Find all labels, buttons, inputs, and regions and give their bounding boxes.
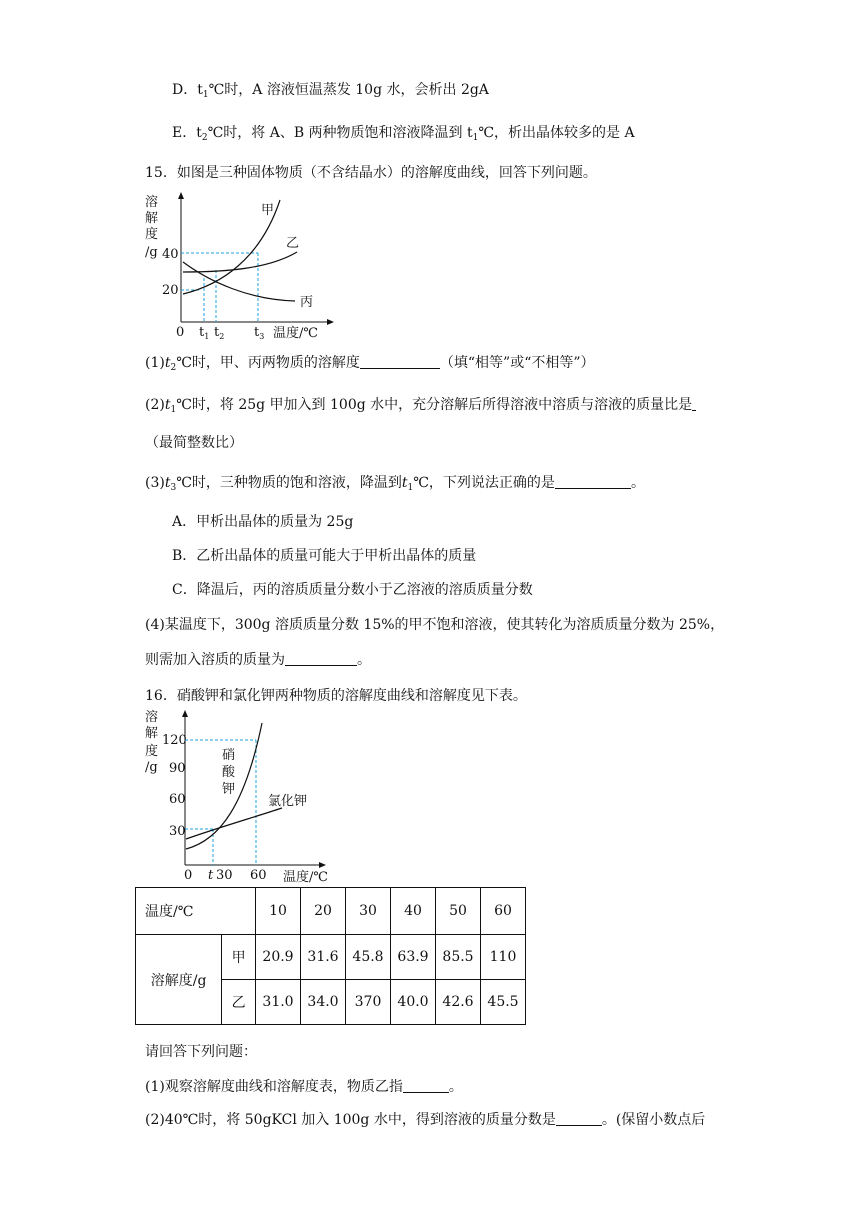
answer-blank[interactable] — [556, 1111, 602, 1126]
table-header-cell: 60 — [481, 888, 526, 935]
table-cell: 45.8 — [346, 935, 391, 980]
curve-label-kcl: 氯化钾 — [268, 794, 308, 809]
y-label-char: 解 — [145, 726, 159, 741]
question-15-3: $(3)t_3℃$时，三种物质的饱和溶液，降温到$t_1℃$，下列说法正确的是 。 — [145, 475, 645, 493]
curve-label-bing: 丙 — [300, 295, 314, 310]
table-cell: 42.6 — [436, 980, 481, 1025]
table-cell: 63.9 — [391, 935, 436, 980]
y-label-char: /g — [145, 245, 158, 260]
x-tick-label: 60 — [250, 868, 267, 883]
answer-blank[interactable] — [555, 474, 631, 489]
y-label-char: 解 — [145, 211, 159, 226]
y-tick-label: 60 — [169, 792, 186, 807]
y-tick-label: 30 — [169, 824, 186, 839]
option-b: B．乙析出晶体的质量可能大于甲析出晶体的质量 — [172, 548, 477, 564]
y-label-char: 溶 — [145, 195, 159, 210]
table-header-cell: 30 — [346, 888, 391, 935]
question-16: 16．硝酸钾和氯化钾两种物质的溶解度曲线和溶解度见下表。 — [145, 688, 527, 704]
option-a: A．甲析出晶体的质量为 25g — [172, 514, 354, 530]
answer-blank[interactable] — [360, 354, 440, 369]
option-e: E．$t_2℃$时，将 A、B 两种物质饱和溶液降温到 $t_1℃$，析出晶体较多的是 A — [172, 125, 635, 143]
table-header-cell: 40 — [391, 888, 436, 935]
x-tick-t: t — [208, 868, 214, 883]
row-label-cell: 溶解度/g — [136, 935, 222, 1025]
table-row — [136, 935, 526, 980]
curve-label-kno3: 酸 — [222, 765, 236, 780]
table-cell: 370 — [346, 980, 391, 1025]
x-tick-t1: $t_1$ — [199, 325, 210, 341]
table-header-cell: 50 — [436, 888, 481, 935]
table-cell: 34.0 — [301, 980, 346, 1025]
table-header-cell: 20 — [301, 888, 346, 935]
x-axis-label: 温度/℃ — [283, 870, 328, 885]
question-15-2-cont: （最简整数比） — [145, 435, 243, 451]
question-15-1: $(1)t_2℃$时，甲、丙两物质的溶解度 （填“相等”或“不相等”） — [145, 355, 595, 373]
option-c: C．降温后，丙的溶质质量分数小于乙溶液的溶质质量分数 — [172, 582, 533, 598]
curve-yi — [183, 252, 297, 272]
question-16-2: (2)40℃时，将 50gKCl 加入 100g 水中，得到溶液的质量分数是 。(保留小数点后 — [145, 1112, 706, 1128]
y-label-char: /g — [145, 760, 158, 775]
question-15-4: (4)某温度下，300g 溶质质量分数 15%的甲不饱和溶液，使其转化为溶质质量分数为 25%， — [145, 617, 725, 633]
table-cell: 甲 — [222, 935, 256, 980]
solubility-table — [135, 887, 526, 1025]
table-cell: 31.6 — [301, 935, 346, 980]
curve-label-kno3: 硝 — [222, 748, 236, 763]
curve-label-kno3: 钾 — [222, 782, 236, 797]
table-cell: 85.5 — [436, 935, 481, 980]
table-cell: 40.0 — [391, 980, 436, 1025]
x-tick-label: 30 — [216, 868, 233, 883]
question-15-2: $(2)t_1℃$时，将 25g 甲加入到 100g 水中，充分溶解后所得溶液中溶质与溶液的质量比是 — [145, 395, 696, 420]
question-16-1: (1)观察溶解度曲线和溶解度表，物质乙指 。 — [145, 1079, 463, 1095]
curve-label-yi: 乙 — [286, 236, 300, 251]
solubility-chart-1 — [140, 190, 340, 340]
x-tick-t2: $t_2$ — [214, 325, 225, 341]
table-cell: 45.5 — [481, 980, 526, 1025]
question-15: 15．如图是三种固体物质（不含结晶水）的溶解度曲线，回答下列问题。 — [145, 165, 597, 181]
table-cell: 乙 — [222, 980, 256, 1025]
y-label-char: 度 — [145, 744, 159, 759]
y-tick-label: 120 — [162, 733, 187, 748]
instruction: 请回答下列问题： — [145, 1044, 257, 1060]
curve-label-jia: 甲 — [261, 203, 275, 218]
curve-bing — [183, 262, 295, 301]
table-header-row — [136, 888, 526, 935]
option-d: D．$t_1℃$时，A 溶液恒温蒸发 10g 水，会析出 2gA — [172, 82, 489, 100]
question-15-4-cont: 则需加入溶质的质量为 。 — [145, 652, 371, 668]
answer-blank[interactable] — [403, 1078, 449, 1093]
x-axis-label: 温度/℃ — [273, 326, 318, 341]
x-tick-t3: $t_3$ — [254, 325, 265, 341]
table-header-cell: 温度/℃ — [136, 888, 256, 935]
answer-blank[interactable] — [692, 396, 696, 411]
origin-label: 0 — [176, 325, 185, 340]
y-label-char: 度 — [145, 227, 159, 242]
y-tick-label: 90 — [169, 761, 186, 776]
table-header-cell: 10 — [256, 888, 301, 935]
solubility-chart-2 — [140, 705, 340, 885]
table-cell: 110 — [481, 935, 526, 980]
y-label-char: 溶 — [145, 710, 159, 725]
answer-blank[interactable] — [285, 651, 357, 666]
curve-kcl — [186, 808, 282, 839]
table-cell: 31.0 — [256, 980, 301, 1025]
y-tick-label: 20 — [162, 283, 179, 298]
table-cell: 20.9 — [256, 935, 301, 980]
origin-label: 0 — [184, 868, 193, 883]
y-tick-label: 40 — [162, 247, 179, 262]
